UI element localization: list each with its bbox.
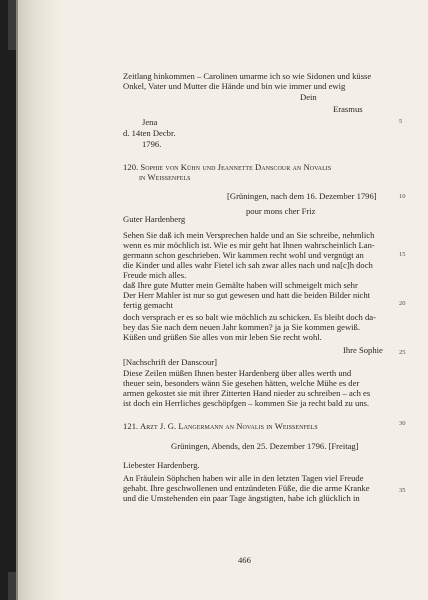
text-line: und die Umstehenden ein paar Tage ängstigten, habe ich glücklich in — [123, 493, 360, 503]
text-line: gehabt. Ihre geschwollenen und entzündeten Füße, die die arme Kranke — [123, 483, 370, 493]
letter-heading: 120. Sophie von Kühn und Jeannette Danscour an Novalis — [123, 162, 332, 172]
page-number: 466 — [238, 555, 251, 565]
signature: Ihre Sophie — [343, 345, 383, 355]
editorial-note: [Nachschrift der Danscour] — [123, 357, 218, 367]
text-line: bey das Sie nach dem neuen Jahr kommen? ja ja Sie kommen gewiß. — [123, 322, 360, 332]
salutation: Liebester Hardenberg. — [123, 460, 200, 470]
scan-edge-mark — [8, 572, 16, 600]
date-line: d. 14ten Decbr. — [123, 128, 176, 138]
text-line: Diese Zeilen müßen Ihnen bester Hardenberg über alles werth und — [123, 368, 352, 378]
scan-edge-mark — [8, 0, 16, 50]
text-line: doch versprach er es so balt wie möchlich zu schicken. Es bleibt doch da- — [123, 312, 376, 322]
text-line: Küßen und grüßen Sie alles von mir leben Sie recht wohl. — [123, 332, 322, 342]
letter-heading: in Weissenfels — [139, 172, 191, 182]
line-number: 30 — [399, 420, 406, 427]
letter-heading: 121. Arzt J. G. Langermann an Novalis in Weissenfels — [123, 421, 318, 431]
line-number: 5 — [399, 118, 403, 125]
address-line: pour mons cher Friz — [246, 206, 316, 216]
year-line: 1796. — [142, 139, 162, 149]
page-gutter — [16, 0, 60, 600]
line-number: 35 — [399, 487, 406, 494]
text-line: Sehen Sie daß ich mein Versprechen halde und an Sie schreibe, nehmlich — [123, 230, 375, 240]
dateline: Grüningen, Abends, den 25. Dezember 1796. [Freitag] — [171, 441, 359, 451]
text-line: ist doch ein Herrliches geschöpfgen – kommen Sie ja recht bald zu uns. — [123, 398, 370, 408]
line-number: 15 — [399, 251, 406, 258]
line-number: 25 — [399, 349, 406, 356]
text-line: Freude mich alles. — [123, 270, 187, 280]
scan-edge — [0, 0, 16, 600]
dateline: [Grüningen, nach dem 16. Dezember 1796] — [227, 191, 377, 201]
text-line: germann schon geschrieben. Wir kammen recht wohl und vergnügt an — [123, 250, 364, 260]
signature: Erasmus — [333, 104, 363, 114]
text-line: An Fräulein Söphchen haben wir alle in den letzten Tagen viel Freude — [123, 473, 364, 483]
page-edge-line — [16, 0, 18, 600]
text-line: Onkel, Vater und Mutter die Hände und bin wie immer und ewig — [123, 81, 346, 91]
text-line: die Kinder und alles wahr Fietel ich sah zwar alles nach und na[c]h doch — [123, 260, 373, 270]
line-number: 20 — [399, 300, 406, 307]
place-line: Jena — [142, 117, 158, 127]
text-line: wenn es mir möchlich ist. Wie es mir geht hat Ihnen wahrscheinlich Lan- — [123, 240, 375, 250]
text-line: Der Herr Mahler ist nur so gut gewesen und hatt die beiden Bilder nicht — [123, 290, 371, 300]
text-line: daß Ihre gute Mutter mein Gemälte haben will schmeigelt mich sehr — [123, 280, 358, 290]
salutation: Guter Hardenberg — [123, 214, 186, 224]
text-line: armen gekostet sie mit ihrer Zitterten Hand nieder zu schreiben – ach es — [123, 388, 371, 398]
text-line: theuer sein, besonders wänn Sie gesehen hätten, welche Mühe es der — [123, 378, 360, 388]
line-number: 10 — [399, 193, 406, 200]
closing-word: Dein — [300, 92, 317, 102]
text-line: Zeitlang hinkommen – Carolinen umarme ich so wie Sidonen und küsse — [123, 71, 372, 81]
text-line: fertig gemacht — [123, 300, 173, 310]
